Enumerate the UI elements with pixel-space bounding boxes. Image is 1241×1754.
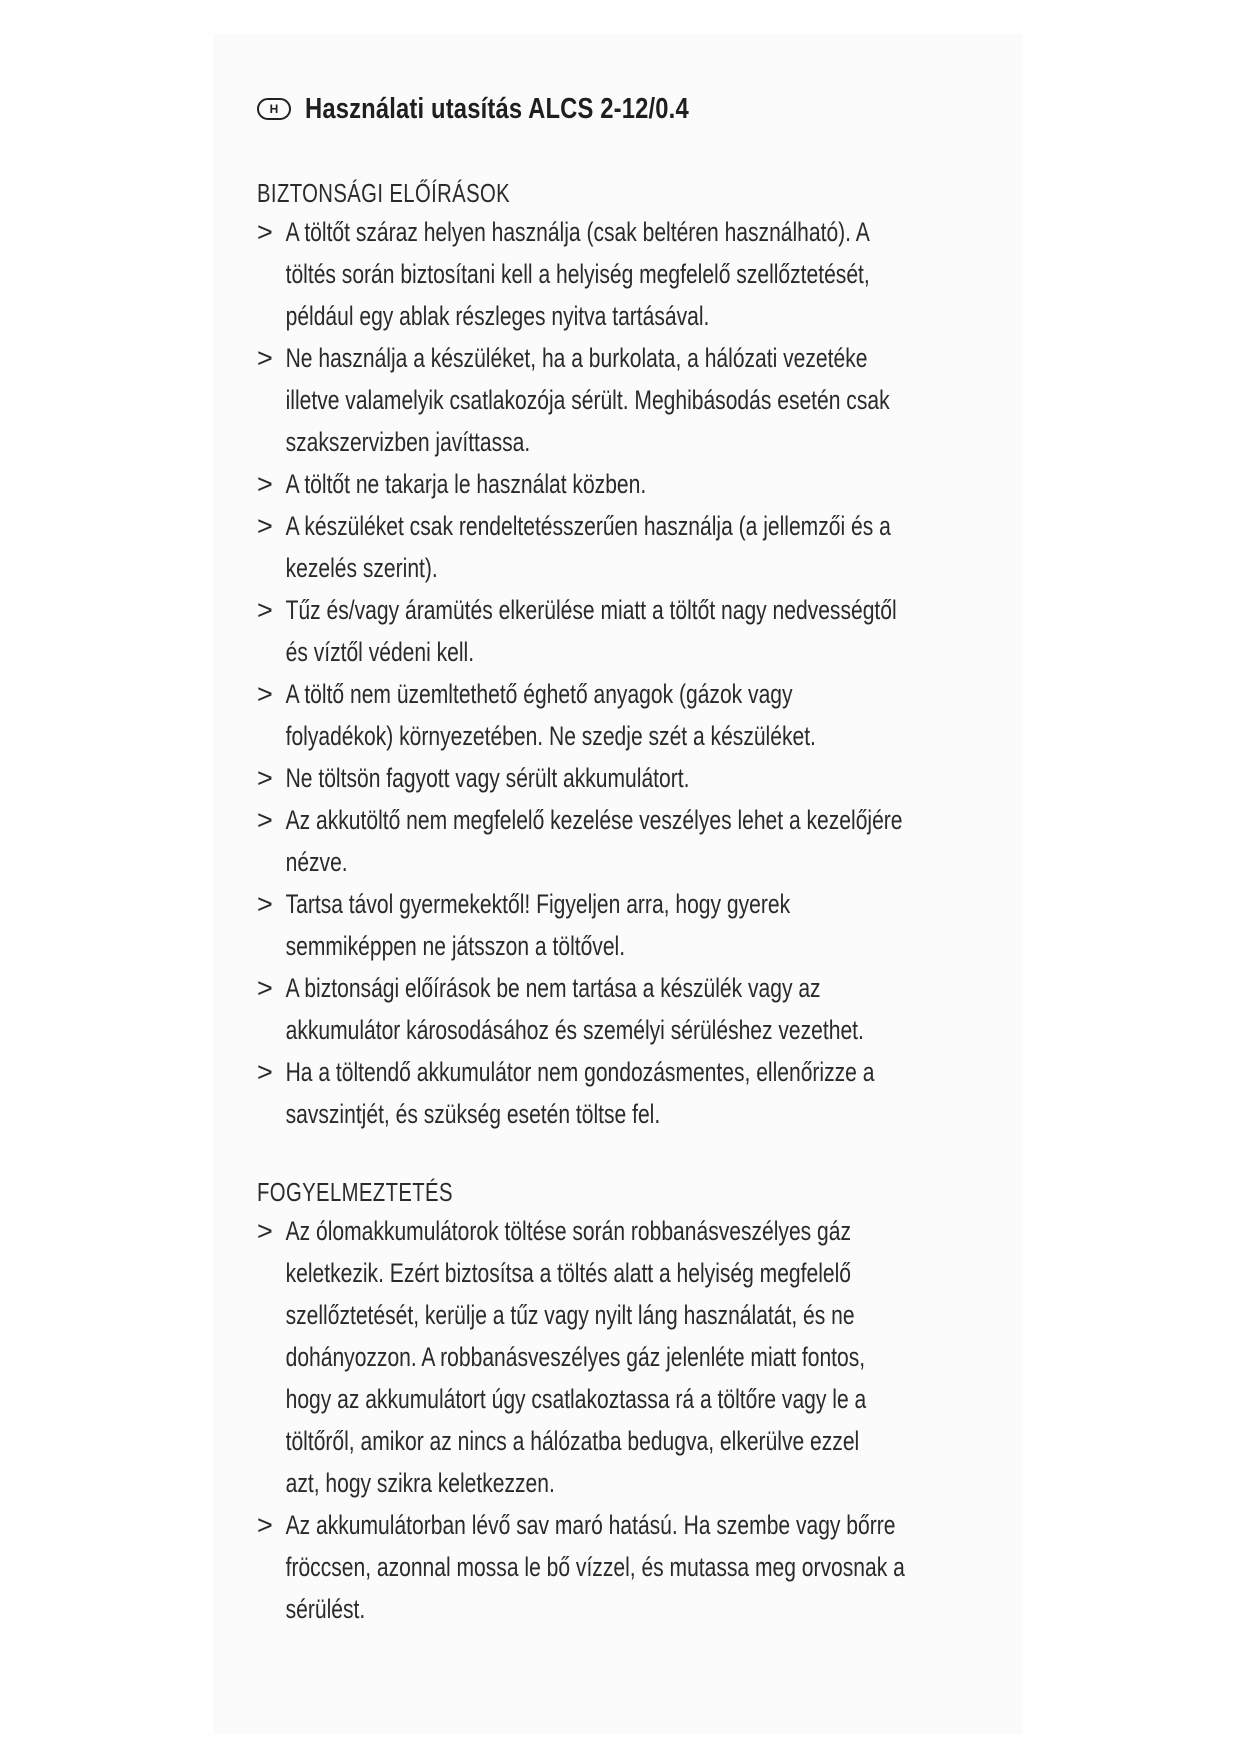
list-item-line: kezelés szerint). — [285, 553, 438, 583]
list-item-line: Ne töltsön fagyott vagy sérült akkumulátort. — [285, 763, 690, 793]
list-item-line: sérülést. — [285, 1594, 366, 1624]
list-item-text — [270, 211, 1003, 337]
bullet-marker: > — [257, 805, 273, 835]
section-heading-safety: BIZTONSÁGI ELŐÍRÁSOK — [257, 178, 511, 208]
list-item — [257, 211, 997, 337]
list-item-line: keletkezik. Ezért biztosítsa a töltés alatt a helyiség megfelelő — [285, 1258, 852, 1288]
warning-instructions-list — [257, 1210, 997, 1630]
bullet-marker: > — [257, 1057, 273, 1087]
list-item — [257, 1051, 997, 1135]
list-item-line: semmiképpen ne játsszon a töltővel. — [285, 931, 626, 961]
list-item-line: dohányozzon. A robbanásveszélyes gáz jelenléte miatt fontos, — [285, 1342, 866, 1372]
list-item-text — [270, 337, 1003, 463]
list-item — [257, 757, 997, 799]
list-item-line: illetve valamelyik csatlakozója sérült. Meghibásodás esetén csak — [285, 385, 890, 415]
list-item-text — [270, 883, 1003, 967]
list-item-line: szellőztetését, kerülje a tűz vagy nyilt láng használatát, és ne — [285, 1300, 855, 1330]
title-row — [257, 84, 997, 134]
list-item-line: Az akkumulátorban lévő sav maró hatású. Ha szembe vagy bőrre — [285, 1510, 896, 1540]
list-item-line: A töltőt száraz helyen használja (csak beltéren használható). A — [285, 217, 870, 247]
bullet-marker: > — [257, 763, 273, 793]
bullet-marker: > — [257, 973, 273, 1003]
list-item-text — [270, 1504, 1003, 1630]
list-item-line: A biztonsági előírások be nem tartása a készülék vagy az — [285, 973, 821, 1003]
bullet-marker: > — [257, 595, 273, 625]
document-title: Használati utasítás ALCS 2-12/0.4 — [305, 92, 689, 125]
list-item-line: és víztől védeni kell. — [285, 637, 475, 667]
list-item-line: töltés során biztosítani kell a helyiség megfelelő szellőztetését, — [285, 259, 870, 289]
list-item — [257, 1210, 997, 1504]
safety-instructions-list — [257, 211, 997, 1135]
list-item-text — [270, 505, 1003, 589]
bullet-marker: > — [257, 679, 273, 709]
list-item-line: akkumulátor károsodásához és személyi sérüléshez vezethet. — [285, 1015, 864, 1045]
bullet-marker: > — [257, 511, 273, 541]
list-item — [257, 673, 997, 757]
section-heading-warning: FOGYELMEZTETÉS — [257, 1177, 453, 1207]
list-item-text — [270, 463, 1003, 505]
bullet-marker: > — [257, 343, 273, 373]
bullet-marker: > — [257, 469, 273, 499]
bullet-marker: > — [257, 1510, 273, 1540]
list-item — [257, 337, 997, 463]
list-item-line: Tűz és/vagy áramütés elkerülése miatt a töltőt nagy nedvességtől — [285, 595, 897, 625]
list-item-text — [270, 589, 1003, 673]
document-content — [257, 84, 997, 1630]
list-item-line: A töltő nem üzemltethető éghető anyagok (gázok vagy — [285, 679, 793, 709]
list-item — [257, 1504, 997, 1630]
list-item — [257, 799, 997, 883]
list-item-line: folyadékok) környezetében. Ne szedje szét a készüléket. — [285, 721, 816, 751]
list-item-line: Tartsa távol gyermekektől! Figyeljen arra, hogy gyerek — [285, 889, 791, 919]
list-item-line: például egy ablak részleges nyitva tartásával. — [285, 301, 710, 331]
bullet-marker: > — [257, 1216, 273, 1246]
bullet-marker: > — [257, 889, 273, 919]
list-item-line: fröccsen, azonnal mossa le bő vízzel, és mutassa meg orvosnak a — [285, 1552, 905, 1582]
list-item-line: Az ólomakkumulátorok töltése során robbanásveszélyes gáz — [285, 1216, 852, 1246]
list-item-line: Ne használja a készüléket, ha a burkolata, a hálózati vezetéke — [285, 343, 868, 373]
list-item-text — [270, 799, 1003, 883]
list-item — [257, 967, 997, 1051]
list-item-line: hogy az akkumulátort úgy csatlakoztassa rá a töltőre vagy le a — [285, 1384, 867, 1414]
list-item-line: savszintjét, és szükség esetén töltse fel. — [285, 1099, 661, 1129]
list-item — [257, 883, 997, 967]
list-item-line: nézve. — [285, 847, 348, 877]
list-item-line: Ha a töltendő akkumulátor nem gondozásmentes, ellenőrizze a — [285, 1057, 875, 1087]
list-item-text — [270, 1051, 1003, 1135]
list-item-line: szakszervizben javíttassa. — [285, 427, 531, 457]
list-item-text — [270, 1210, 1003, 1504]
list-item-line: Az akkutöltő nem megfelelő kezelése veszélyes lehet a kezelőjére — [285, 805, 903, 835]
list-item-line: töltőről, amikor az nincs a hálózatba bedugva, elkerülve ezzel — [285, 1426, 860, 1456]
list-item — [257, 589, 997, 673]
list-item — [257, 505, 997, 589]
list-item — [257, 463, 997, 505]
list-item-line: azt, hogy szikra keletkezzen. — [285, 1468, 555, 1498]
list-item-text — [270, 757, 1003, 799]
list-item-line: A töltőt ne takarja le használat közben. — [285, 469, 647, 499]
language-badge: H — [257, 98, 291, 120]
list-item-line: A készüléket csak rendeltetésszerűen használja (a jellemzői és a — [285, 511, 891, 541]
list-item-text — [270, 673, 1003, 757]
bullet-marker: > — [257, 217, 273, 247]
list-item-text — [270, 967, 1003, 1051]
